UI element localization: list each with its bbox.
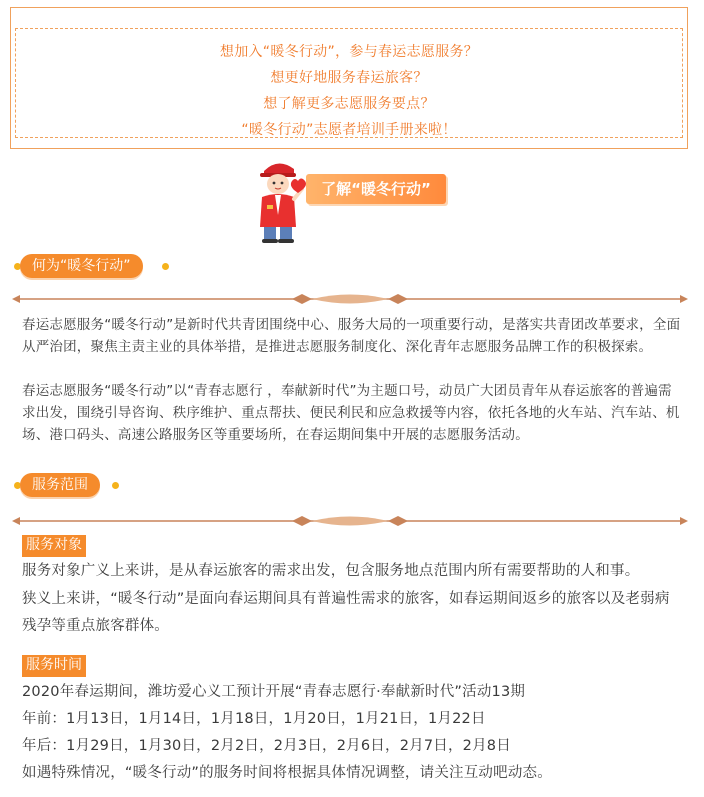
intro-box — [10, 7, 688, 149]
volunteer-mascot-icon — [250, 155, 310, 243]
intro-line-1: 想加入“暖冬行动”，参与春运志愿服务？ — [219, 44, 479, 60]
intro-dashed-frame — [15, 28, 683, 138]
ornament-divider-icon — [12, 514, 688, 528]
intro-line-2: 想更好地服务春运旅客？ — [270, 70, 428, 86]
section1-heading-label: 何为“暖冬行动” — [20, 254, 143, 278]
time-tag: 服务时间 — [22, 655, 86, 675]
time-line-3: 年后：1月29日，1月30日，2月2日，2月3日，2月6日，2月7日，2月8日 — [22, 738, 511, 754]
section1-paragraph-2: 春运志愿服务“暖冬行动”以“青春志愿行 ，奉献新时代”为主题口号，动员广大团员青年从春运旅客的普遍需求出发，围绕引导咨询、秩序维护、重点帮扶、便民利民和应急救援等内容，依托各地的火车站、汽车站、机场、港口码头、高速公路服务区等重要场所，在春运期间集中开展的志愿服务活动。 — [22, 383, 680, 443]
targets-paragraph-1: 服务对象广义上来讲，是从春运旅客的需求出发，包含服务地点范围内所有需要帮助的人和事。 — [22, 563, 640, 579]
targets-tag-underline — [22, 555, 86, 557]
time-line-1: 2020年春运期间，潍坊爱心义工预计开展“青春志愿行·奉献新时代”活动13期 — [22, 684, 526, 700]
ornament-divider-icon — [12, 292, 688, 306]
time-tag-underline — [22, 675, 86, 677]
understand-banner — [306, 174, 446, 204]
intro-line-3: 想了解更多志愿服务要点？ — [263, 96, 435, 112]
targets-paragraph-2: 狭义上来讲，“暖冬行动”是面向春运期间具有普遍性需求的旅客，如春运期间返乡的旅客以及老弱病残孕等重点旅客群体。 — [22, 591, 670, 634]
bullet-dot-icon — [112, 482, 119, 489]
section1-paragraph-1: 春运志愿服务“暖冬行动”是新时代共青团围绕中心、服务大局的一项重要行动，是落实共青团改革要求，全面从严治团，聚焦主责主业的具体举措，是推进志愿服务制度化、深化青年志愿服务品牌工作的积极探索。 — [22, 317, 681, 355]
section1-heading — [12, 254, 162, 280]
section2-heading-label: 服务范围 — [20, 473, 100, 497]
section2-heading — [12, 473, 122, 499]
intro-line-4: “暖冬行动”志愿者培训手册来啦！ — [241, 122, 457, 138]
time-line-2: 年前：1月13日，1月14日，1月18日，1月20日，1月21日，1月22日 — [22, 711, 486, 727]
bullet-dot-icon — [162, 263, 169, 270]
targets-tag: 服务对象 — [22, 535, 86, 555]
banner-title: 了解“暖冬行动” — [321, 180, 431, 198]
time-line-4: 如遇特殊情况，“暖冬行动”的服务时间将根据具体情况调整，请关注互动吧动态。 — [22, 765, 552, 781]
